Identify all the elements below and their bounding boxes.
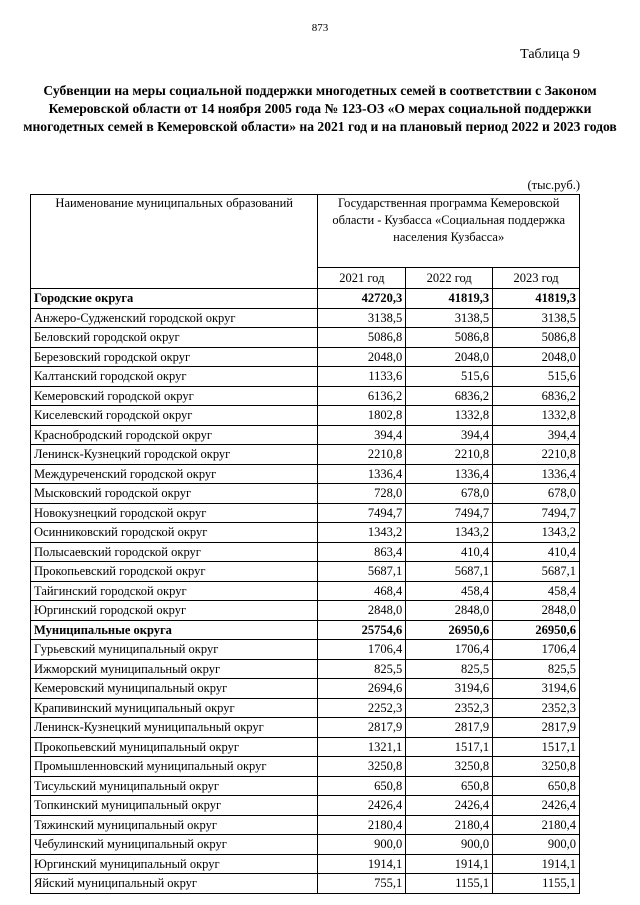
table-label: Таблица 9 — [520, 47, 580, 62]
municipality-name: Крапивинский муниципальный округ — [31, 698, 318, 718]
value-2021: 1802,8 — [318, 406, 406, 426]
value-2023: 2817,9 — [493, 718, 580, 738]
table-row — [31, 815, 580, 835]
value-2021: 2817,9 — [318, 718, 406, 738]
municipality-name: Краснобродский городской округ — [31, 425, 318, 445]
municipality-name: Тайгинский городской округ — [31, 581, 318, 601]
value-2021: 1321,1 — [318, 737, 406, 757]
municipality-name: Анжеро-Судженский городской округ — [31, 308, 318, 328]
value-2022: 5086,8 — [406, 328, 493, 348]
value-2022: 1332,8 — [406, 406, 493, 426]
value-2022: 2210,8 — [406, 445, 493, 465]
table-row — [31, 757, 580, 777]
value-2021: 5687,1 — [318, 562, 406, 582]
municipality-name: Полысаевский городской округ — [31, 542, 318, 562]
value-2023: 1336,4 — [493, 464, 580, 484]
value-2021: 650,8 — [318, 776, 406, 796]
table-row — [31, 503, 580, 523]
municipality-name: Чебулинский муниципальный округ — [31, 835, 318, 855]
value-2021: 1133,6 — [318, 367, 406, 387]
value-2023: 1332,8 — [493, 406, 580, 426]
municipality-name: Беловский городской округ — [31, 328, 318, 348]
value-2021: 2180,4 — [318, 815, 406, 835]
value-2021: 42720,3 — [318, 289, 406, 309]
subsidy-table — [30, 194, 580, 894]
value-2023: 458,4 — [493, 581, 580, 601]
value-2022: 5687,1 — [406, 562, 493, 582]
value-2022: 394,4 — [406, 425, 493, 445]
municipality-name: Муниципальные округа — [31, 620, 318, 640]
value-2021: 755,1 — [318, 874, 406, 894]
value-2023: 1706,4 — [493, 640, 580, 660]
value-2021: 394,4 — [318, 425, 406, 445]
value-2022: 3194,6 — [406, 679, 493, 699]
value-2022: 3250,8 — [406, 757, 493, 777]
value-2023: 5687,1 — [493, 562, 580, 582]
value-2021: 1343,2 — [318, 523, 406, 543]
value-2021: 2426,4 — [318, 796, 406, 816]
municipality-name: Прокопьевский городской округ — [31, 562, 318, 582]
municipality-name: Кемеровский муниципальный округ — [31, 679, 318, 699]
table-row — [31, 718, 580, 738]
value-2022: 2352,3 — [406, 698, 493, 718]
header-year-2021: 2021 год — [318, 268, 406, 289]
value-2021: 3138,5 — [318, 308, 406, 328]
municipality-name: Мысковский городской округ — [31, 484, 318, 504]
page-number: 873 — [311, 22, 329, 34]
table-row — [31, 835, 580, 855]
value-2022: 2180,4 — [406, 815, 493, 835]
municipality-name: Киселевский городской округ — [31, 406, 318, 426]
value-2021: 863,4 — [318, 542, 406, 562]
value-2022: 2426,4 — [406, 796, 493, 816]
value-2023: 410,4 — [493, 542, 580, 562]
table-row — [31, 601, 580, 621]
table-row — [31, 796, 580, 816]
municipality-name: Юргинский муниципальный округ — [31, 854, 318, 874]
value-2023: 2048,0 — [493, 347, 580, 367]
value-2022: 825,5 — [406, 659, 493, 679]
value-2023: 1517,1 — [493, 737, 580, 757]
table-body — [31, 289, 580, 894]
header-year-2023: 2023 год — [493, 268, 580, 289]
value-2023: 1914,1 — [493, 854, 580, 874]
table-row — [31, 445, 580, 465]
table-row — [31, 679, 580, 699]
table-row — [31, 425, 580, 445]
table-row — [31, 737, 580, 757]
value-2021: 2848,0 — [318, 601, 406, 621]
table-row — [31, 640, 580, 660]
value-2022: 1517,1 — [406, 737, 493, 757]
value-2021: 825,5 — [318, 659, 406, 679]
value-2023: 2210,8 — [493, 445, 580, 465]
document-title: Субвенции на меры социальной поддержки многодетных семей в соответствии с Законом Кемеровской области от 14 ноября 2005 года № 123-ОЗ «О мерах социальной поддержки многодетных семей в Кемеровской области» на 2021 год и на плановый период 2022 и 2023 годов — [23, 83, 617, 134]
value-2021: 5086,8 — [318, 328, 406, 348]
table-row — [31, 289, 580, 309]
table-row — [31, 581, 580, 601]
table-header-row — [31, 195, 580, 268]
value-2021: 468,4 — [318, 581, 406, 601]
value-2022: 6836,2 — [406, 386, 493, 406]
municipality-name: Ленинск-Кузнецкий городской округ — [31, 445, 318, 465]
value-2023: 3138,5 — [493, 308, 580, 328]
table-row — [31, 776, 580, 796]
value-2022: 1914,1 — [406, 854, 493, 874]
value-2021: 25754,6 — [318, 620, 406, 640]
table-row — [31, 620, 580, 640]
value-2021: 900,0 — [318, 835, 406, 855]
value-2023: 678,0 — [493, 484, 580, 504]
table-row — [31, 347, 580, 367]
unit-label: (тыс.руб.) — [527, 178, 580, 192]
municipality-name: Юргинский городской округ — [31, 601, 318, 621]
value-2022: 1343,2 — [406, 523, 493, 543]
value-2023: 394,4 — [493, 425, 580, 445]
value-2022: 458,4 — [406, 581, 493, 601]
value-2022: 678,0 — [406, 484, 493, 504]
value-2023: 900,0 — [493, 835, 580, 855]
value-2021: 7494,7 — [318, 503, 406, 523]
table-row — [31, 464, 580, 484]
value-2023: 1155,1 — [493, 874, 580, 894]
table-row — [31, 874, 580, 894]
municipality-name: Тисульский муниципальный округ — [31, 776, 318, 796]
municipality-name: Топкинский муниципальный округ — [31, 796, 318, 816]
value-2021: 2210,8 — [318, 445, 406, 465]
header-program: Государственная программа Кемеровской области - Кузбасса «Социальная поддержка населения Кузбасса» — [318, 195, 580, 268]
table-row — [31, 328, 580, 348]
value-2023: 26950,6 — [493, 620, 580, 640]
table-row — [31, 484, 580, 504]
municipality-name: Березовский городской округ — [31, 347, 318, 367]
municipality-name: Калтанский городской округ — [31, 367, 318, 387]
municipality-name: Гурьевский муниципальный округ — [31, 640, 318, 660]
value-2022: 26950,6 — [406, 620, 493, 640]
value-2022: 3138,5 — [406, 308, 493, 328]
value-2023: 2426,4 — [493, 796, 580, 816]
value-2021: 6136,2 — [318, 386, 406, 406]
value-2022: 410,4 — [406, 542, 493, 562]
municipality-name: Ленинск-Кузнецкий муниципальный округ — [31, 718, 318, 738]
value-2022: 2048,0 — [406, 347, 493, 367]
value-2021: 2694,6 — [318, 679, 406, 699]
municipality-name: Яйский муниципальный округ — [31, 874, 318, 894]
municipality-name: Междуреченский городской округ — [31, 464, 318, 484]
table-row — [31, 386, 580, 406]
value-2023: 3194,6 — [493, 679, 580, 699]
value-2023: 825,5 — [493, 659, 580, 679]
table-row — [31, 659, 580, 679]
value-2023: 515,6 — [493, 367, 580, 387]
table-row — [31, 854, 580, 874]
value-2022: 900,0 — [406, 835, 493, 855]
table-row — [31, 542, 580, 562]
table-row — [31, 562, 580, 582]
value-2023: 6836,2 — [493, 386, 580, 406]
value-2021: 2252,3 — [318, 698, 406, 718]
table-row — [31, 406, 580, 426]
municipality-name: Осинниковский городской округ — [31, 523, 318, 543]
value-2023: 7494,7 — [493, 503, 580, 523]
value-2023: 41819,3 — [493, 289, 580, 309]
municipality-name: Городские округа — [31, 289, 318, 309]
table-row — [31, 308, 580, 328]
table-row — [31, 698, 580, 718]
municipality-name: Тяжинский муниципальный округ — [31, 815, 318, 835]
value-2021: 1336,4 — [318, 464, 406, 484]
municipality-name: Промышленновский муниципальный округ — [31, 757, 318, 777]
municipality-name: Прокопьевский муниципальный округ — [31, 737, 318, 757]
header-year-2022: 2022 год — [406, 268, 493, 289]
value-2022: 1706,4 — [406, 640, 493, 660]
municipality-name: Новокузнецкий городской округ — [31, 503, 318, 523]
value-2023: 5086,8 — [493, 328, 580, 348]
value-2021: 2048,0 — [318, 347, 406, 367]
value-2022: 41819,3 — [406, 289, 493, 309]
value-2021: 1914,1 — [318, 854, 406, 874]
value-2023: 2180,4 — [493, 815, 580, 835]
municipality-name: Кемеровский городской округ — [31, 386, 318, 406]
value-2023: 650,8 — [493, 776, 580, 796]
table-row — [31, 367, 580, 387]
value-2022: 650,8 — [406, 776, 493, 796]
header-municipality: Наименование муниципальных образований — [31, 195, 318, 289]
value-2021: 3250,8 — [318, 757, 406, 777]
value-2022: 1336,4 — [406, 464, 493, 484]
value-2023: 3250,8 — [493, 757, 580, 777]
value-2022: 7494,7 — [406, 503, 493, 523]
value-2023: 2352,3 — [493, 698, 580, 718]
value-2022: 2848,0 — [406, 601, 493, 621]
value-2022: 515,6 — [406, 367, 493, 387]
table-row — [31, 523, 580, 543]
value-2022: 2817,9 — [406, 718, 493, 738]
value-2023: 1343,2 — [493, 523, 580, 543]
municipality-name: Ижморский муниципальный округ — [31, 659, 318, 679]
value-2022: 1155,1 — [406, 874, 493, 894]
value-2021: 1706,4 — [318, 640, 406, 660]
value-2023: 2848,0 — [493, 601, 580, 621]
value-2021: 728,0 — [318, 484, 406, 504]
